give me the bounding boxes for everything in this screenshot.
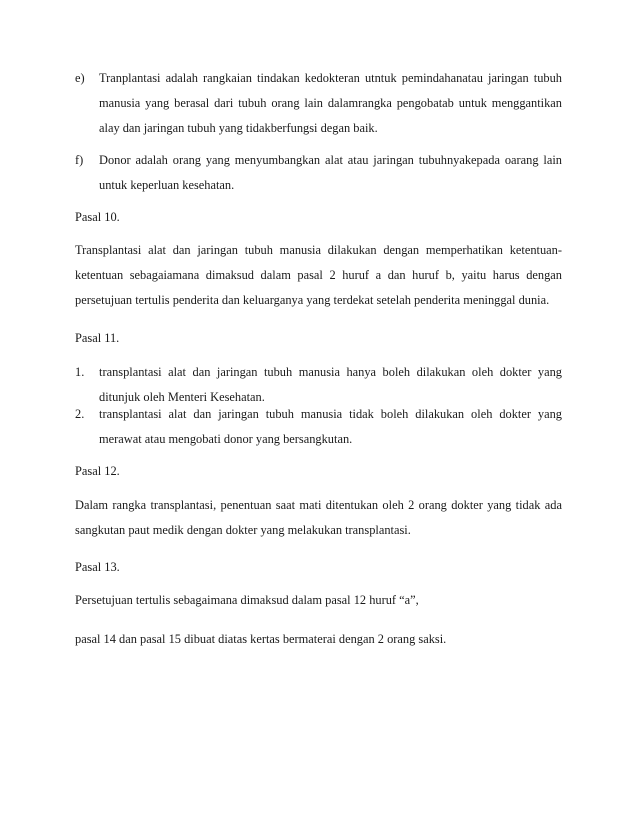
paragraph-pasal-13-line-2: pasal 14 dan pasal 15 dibuat diatas kertas bermaterai dengan 2 orang saksi. [75,632,447,646]
list-marker: 2. [75,407,85,421]
list-marker: f) [75,153,84,167]
section-heading-pasal-11: Pasal 11. [75,331,120,345]
list-item-text: transplantasi alat dan jaringan tubuh manusia tidak boleh dilakukan oleh dokter yang merawat atau mengobati donor yang bersangkutan. [99,407,562,446]
list-item-f [75,148,562,198]
list-marker: 1. [75,365,85,379]
list-marker: e) [75,71,85,85]
section-heading-pasal-10: Pasal 10. [75,210,120,224]
list-item-text: Tranplantasi adalah rangkaian tindakan kedokteran utntuk pemindahanatau jaringan tubuh manusia yang berasal dari tubuh orang lain dalamrangka pengobatab untuk menggantikan alay dan jaringan tubuh yang tidakberfungsi degan baik. [99,71,562,135]
paragraph-pasal-13-line-1: Persetujuan tertulis sebagaimana dimaksud dalam pasal 12 huruf “a”, [75,593,419,607]
list-item-e [75,66,562,141]
list-item-text: transplantasi alat dan jaringan tubuh manusia hanya boleh dilakukan oleh dokter yang ditunjuk oleh Menteri Kesehatan. [99,365,562,404]
list-item-text: Donor adalah orang yang menyumbangkan alat atau jaringan tubuhnyakepada oarang lain untuk keperluan kesehatan. [99,153,562,192]
section-heading-pasal-13: Pasal 13. [75,560,120,574]
list-item-2 [75,402,562,452]
section-heading-pasal-12: Pasal 12. [75,464,120,478]
paragraph-pasal-10: Transplantasi alat dan jaringan tubuh manusia dilakukan dengan memperhatikan ketentuan-ketentuan sebagaiamana dimaksud dalam pasal 2 huruf a dan huruf b, yaitu harus dengan persetujuan tertulis penderita dan keluarganya yang terdekat setelah penderita meninggal dunia. [75,243,562,307]
paragraph-pasal-12: Dalam rangka transplantasi, penentuan saat mati ditentukan oleh 2 orang dokter yang tidak ada sangkutan paut medik dengan dokter yang melakukan transplantasi. [75,498,562,537]
